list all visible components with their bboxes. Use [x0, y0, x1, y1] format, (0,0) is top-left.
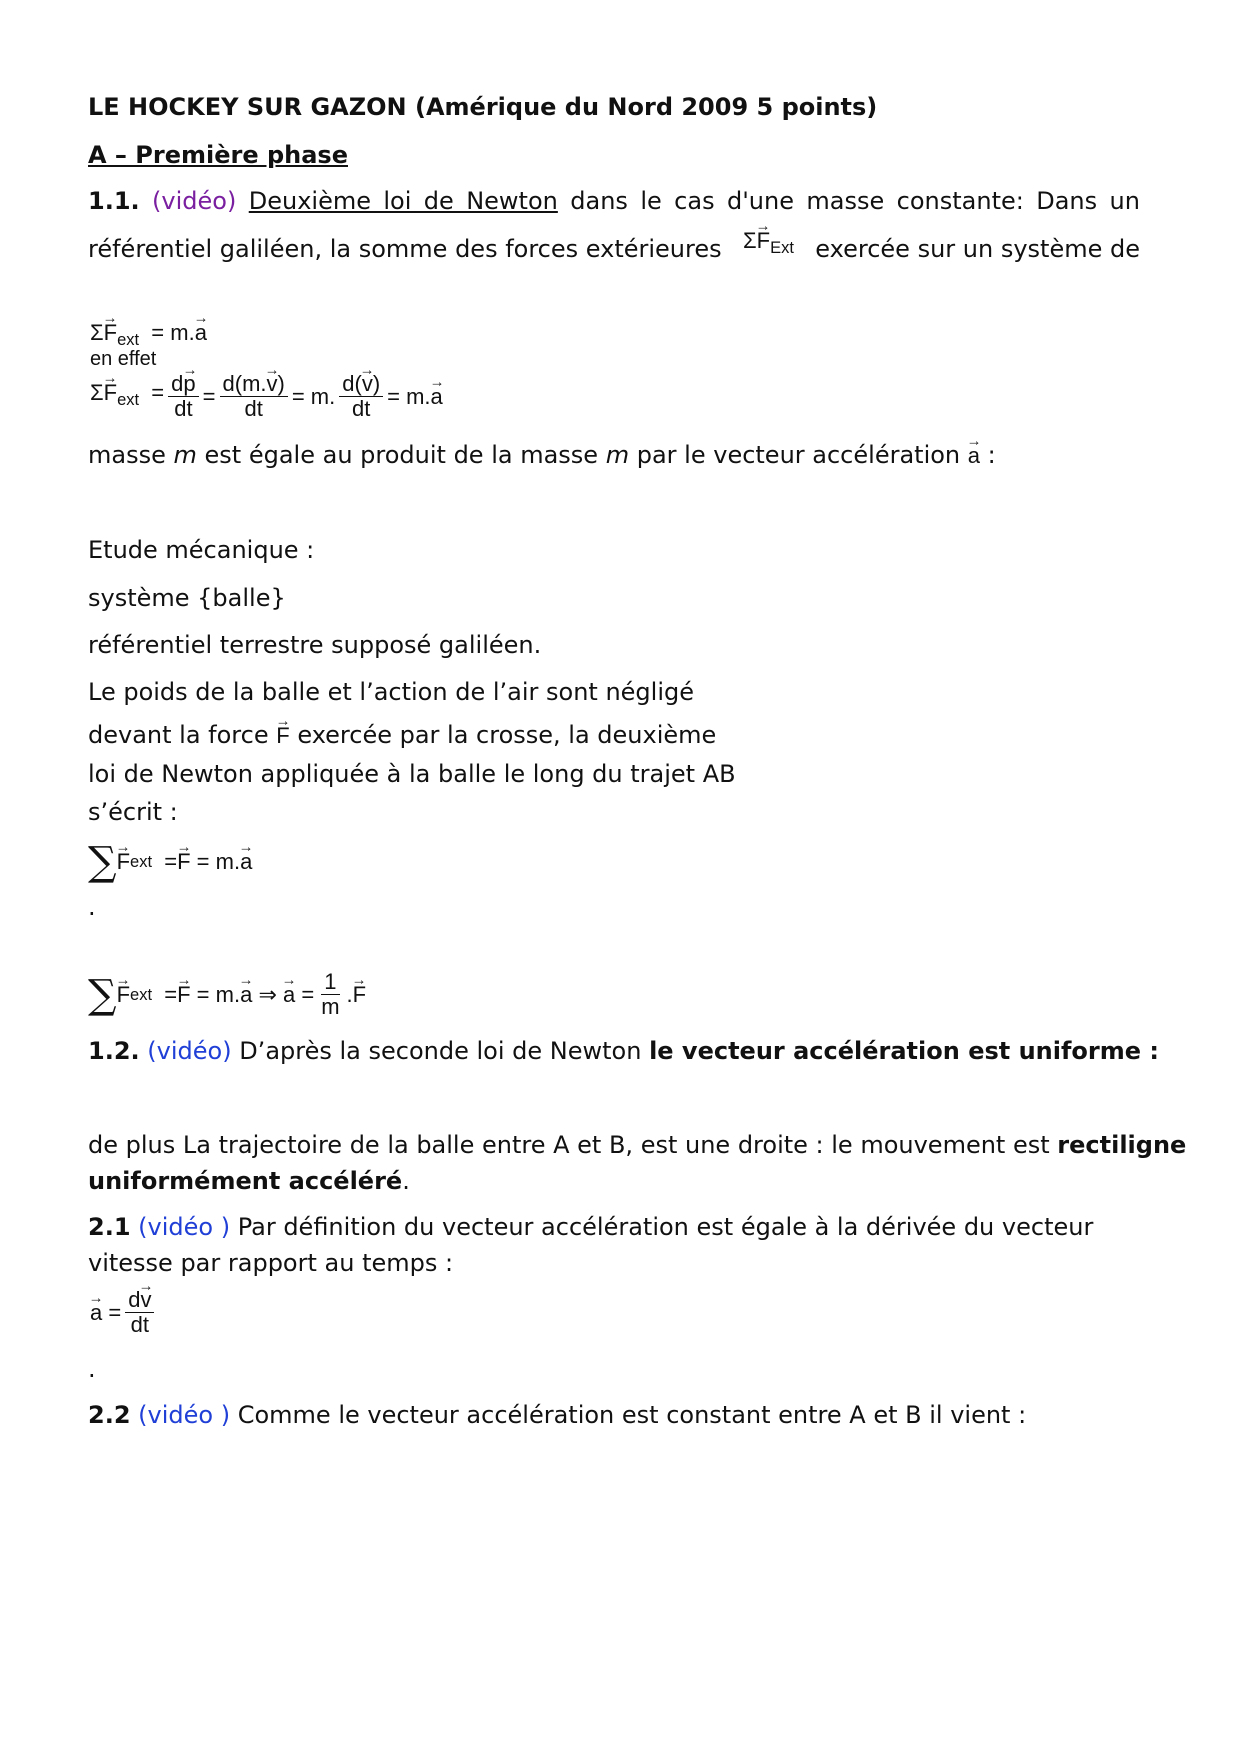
sum-fext-symbol: $\Sigma\to F_{Ext}$ [743, 228, 794, 261]
etude-title: Etude mécanique : [88, 536, 315, 564]
q22-number: 2.2 [88, 1401, 131, 1429]
q11-line2b: exercée sur un système de [815, 235, 1140, 263]
q11-line1 [88, 186, 1140, 216]
q11-law-link[interactable]: Deuxième loi de Newton [248, 187, 558, 215]
q12-line2a: de plus La trajectoire de la balle entre A et B, est une droite : le mouvement est [88, 1131, 1050, 1159]
q11-line2 [88, 227, 1140, 264]
q12-line2 [88, 1130, 1186, 1160]
etude-referential: référentiel terrestre supposé galiléen. [88, 631, 542, 659]
q21-line1 [88, 1212, 1093, 1242]
etude-system: système {balle} [88, 584, 286, 612]
q12-number: 1.2. [88, 1037, 140, 1065]
q12-bold: le vecteur accélération est uniforme : [649, 1037, 1159, 1065]
formula-newton-1: $\Sigma\to F_{ext} = m.\to a$ [90, 320, 207, 353]
formula-accel-def: → a = $\frac{d\to v}{dt}$ [90, 1288, 158, 1337]
q11-line3a: masse [88, 441, 166, 469]
formula-newton-2: $\Sigma\to F_{ext}$ = $\frac{d\to p}{dt}$ = $\frac{d(m.\to v)}{dt}$ = m. $\frac{d(\to v)}{dt}$ = m.→ a [90, 372, 443, 421]
q22-text: Comme le vecteur accélération est constant entre A et B il vient : [237, 1401, 1027, 1429]
q22-video-link[interactable]: (vidéo ) [138, 1401, 231, 1429]
accel-symbol: → a [968, 443, 980, 469]
etude-p3: loi de Newton appliquée à la balle le long du trajet AB [88, 760, 736, 788]
q12-video-link[interactable]: (vidéo) [147, 1037, 232, 1065]
en-effet-label: en effet [90, 348, 157, 370]
q11-line1-rest: dans le cas d'une masse constante: Dans un [570, 187, 1140, 215]
q12-period: . [402, 1167, 410, 1195]
etude-dot: . [88, 893, 96, 921]
q12-line3 [88, 1166, 410, 1196]
document-title: LE HOCKEY SUR GAZON (Amérique du Nord 2009 5 points) [88, 93, 878, 121]
q22-line [88, 1400, 1026, 1430]
force-symbol: → F [276, 723, 289, 749]
q11-line3b: est égale au produit de la masse [204, 441, 599, 469]
q21-dot: . [88, 1355, 96, 1383]
formula-newton-4: ∑ → F ext = → F = m. → a ⇒ → a = $\frac{1}{m}$ . → F [88, 970, 366, 1019]
formula-newton-3: ∑ → F ext = → F = m. → a [88, 842, 252, 882]
q11-line3c: par le vecteur accélération [636, 441, 961, 469]
q21-number: 2.1 [88, 1213, 131, 1241]
q11-number: 1.1. [88, 187, 140, 215]
q21-video-link[interactable]: (vidéo ) [138, 1213, 231, 1241]
q12-text: D’après la seconde loi de Newton [239, 1037, 642, 1065]
etude-p2 [88, 720, 716, 750]
etude-p4: s’écrit : [88, 798, 178, 826]
mass-symbol-2: m [605, 441, 630, 469]
etude-p2a: devant la force [88, 721, 269, 749]
colon: : [987, 441, 996, 469]
q11-line3 [88, 440, 996, 470]
etude-p2b: exercée par la crosse, la deuxième [297, 721, 717, 749]
q21-line2: vitesse par rapport au temps : [88, 1249, 454, 1277]
mass-symbol: m [173, 441, 197, 469]
q12-line1 [88, 1036, 1159, 1066]
etude-p1: Le poids de la balle et l’action de l’air sont négligé [88, 678, 694, 706]
section-a-heading: A – Première phase [88, 141, 348, 169]
q12-line2b: rectiligne [1057, 1131, 1187, 1159]
q11-line2a: référentiel galiléen, la somme des forces extérieures [88, 235, 722, 263]
q12-line3-bold: uniformément accéléré [88, 1167, 403, 1195]
q21-line1-text: Par définition du vecteur accélération est égale à la dérivée du vecteur [237, 1213, 1094, 1241]
q11-video-link[interactable]: (vidéo) [152, 187, 237, 215]
